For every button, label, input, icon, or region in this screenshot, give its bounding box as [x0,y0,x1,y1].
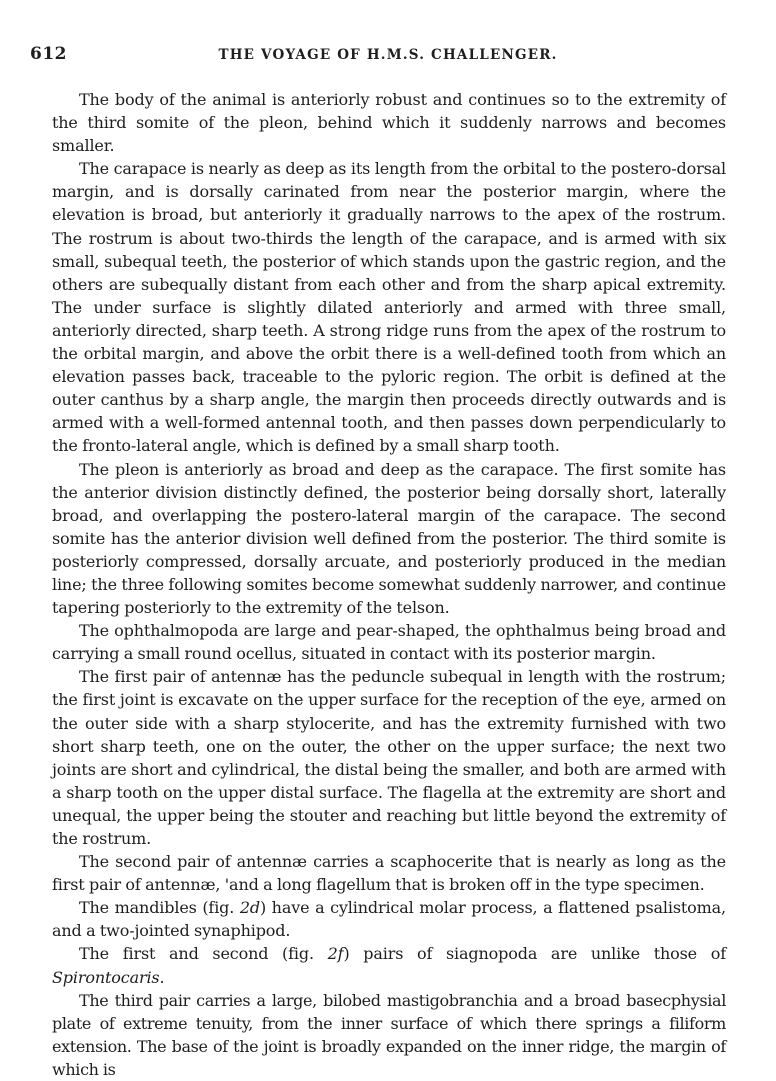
mandibles-text-end: ) have a cylindrical molar process, a flattened psalistoma, and a two-jointed synaphipod. [52,898,726,941]
paragraph-siagnopoda [52,942,726,988]
page-number: 612 [30,44,67,64]
mandibles-text-start: The mandibles (fig. [79,898,240,918]
running-title: THE VOYAGE OF H.M.S. CHALLENGER. [218,47,558,63]
paragraph-ophthalmopoda: The ophthalmopoda are large and pear-shaped, the ophthalmus being broad and carrying a small round ocellus, situated in contact with its posterior margin. [52,621,726,664]
paragraph-carapace: The carapace is nearly as deep as its length from the orbital to the postero-dorsal margin, and is dorsally carinated from near the posterior margin, where the elevation is broad, but anteriorly it gradually narrows to the apex of the rostrum. The rostrum is about two-thirds the length of the carapace, and is armed with six small, subequal teeth, the posterior of which stands upon the gastric region, and the others are subequally distant from each other and from the sharp apical extremity. The under surface is slightly dilated anteriorly and armed with three small, anteriorly directed, sharp teeth. A strong ridge runs from the apex of the rostrum to the orbital margin, and above the orbit there is a well-defined tooth from which an elevation passes back, traceable to the pyloric region. The orbit is defined at the outer canthus by a sharp angle, the margin then proceeds directly outwards and is armed with a well-formed antennal tooth, and then passes down perpendicularly to the fronto-lateral angle, which is defined by a small sharp tooth. [52,159,726,456]
siagnopoda-text-end: . [159,967,165,987]
figure-reference: 2f [327,944,344,964]
siagnopoda-text-start: The first and second (fig. [79,944,328,964]
siagnopoda-text-middle: ) pairs of siagnopoda are unlike those of [343,944,726,964]
figure-reference: 2d [239,898,260,918]
genus-name: Spirontocaris [52,967,160,987]
paragraph-first-antennae: The first pair of antennæ has the peduncle subequal in length with the rostrum; the first joint is excavate on the upper surface for the reception of the eye, armed on the outer side with a sharp stylocerite, and has the extremity furnished with two short sharp teeth, one on the outer, the other on the upper surface; the next two joints are short and cylindrical, the distal being the smaller, and both are armed with a sharp tooth on the upper distal surface. The flagella at the extremity are short and unequal, the upper being the stouter and reaching but little beyond the extremity of the rostrum. [52,667,726,848]
paragraph-pleon: The pleon is anteriorly as broad and deep as the carapace. The first somite has the anterior division distinctly defined, the posterior being dorsally short, laterally broad, and overlapping the postero-lateral margin of the carapace. The second somite has the anterior division well defined from the posterior. The third somite is posteriorly compressed, dorsally arcuate, and posteriorly produced in the median line; the three following somites become somewhat suddenly narrower, and continue tapering posteriorly to the extremity of the telson. [52,459,726,618]
paragraph-third-pair: The third pair carries a large, bilobed mastigobranchia and a broad basecphysial plate of extreme tenuity, from the inner surface of which there springs a filiform extension. The base of the joint is broadly expanded on the inner ridge, the margin of which is [52,990,726,1079]
body-text [52,88,726,1081]
paragraph-second-antennae: The second pair of antennæ carries a scaphocerite that is nearly as long as the first pair of antennæ, 'and a long flagellum that is broken off in the type specimen. [52,852,726,895]
paragraph-mandibles [52,896,726,942]
paragraph-body-description: The body of the animal is anteriorly robust and continues so to the extremity of the third somite of the pleon, behind which it suddenly narrows and becomes smaller. [52,90,726,156]
